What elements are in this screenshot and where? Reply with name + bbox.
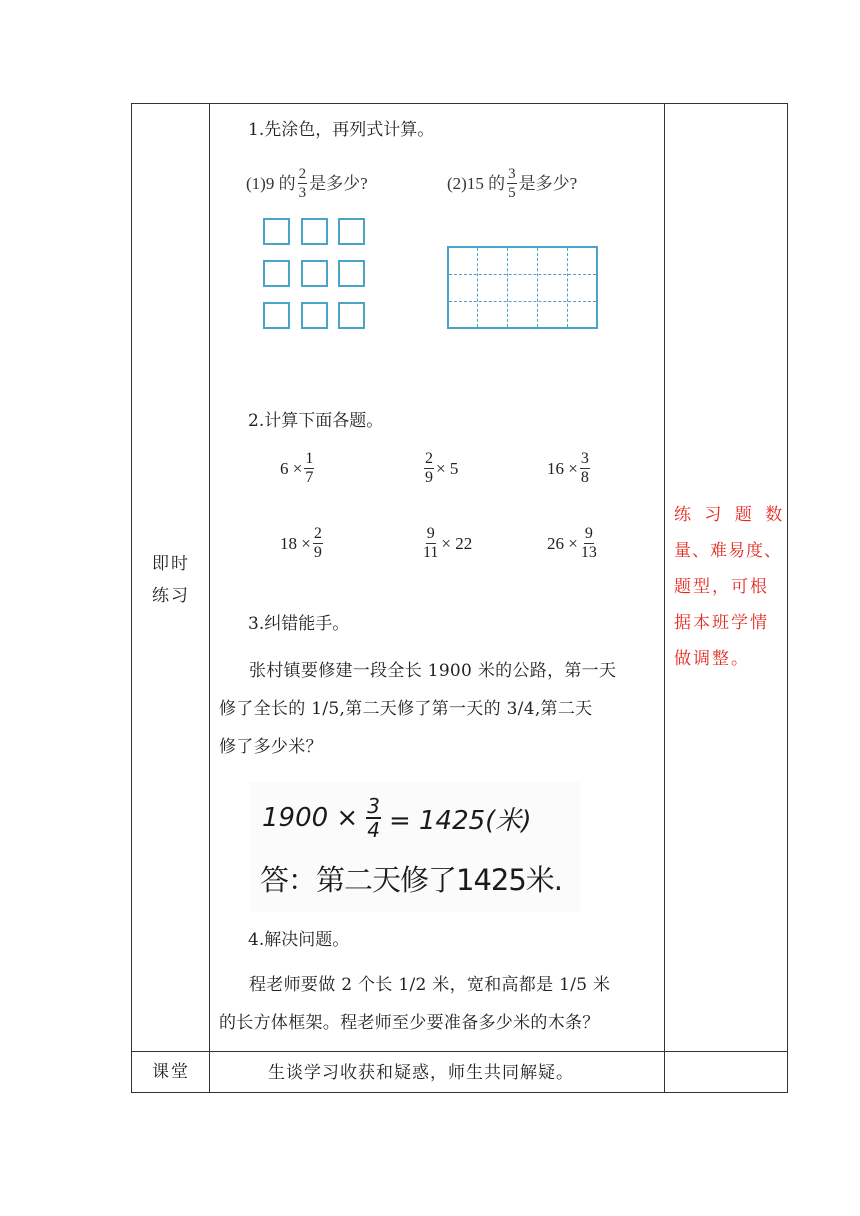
handwritten-calculation: 1900 × $\frac{3}{4}$ = 1425(米) [262,794,532,842]
fraction: $\frac{3}{8}$ [580,450,589,486]
q1-part1-fraction: $\frac{2}{3}$ [298,166,307,201]
table-border-bottom [131,1092,788,1093]
grid-dashed-line [449,274,596,275]
grid-dashed-line [567,248,568,327]
table-border-left [131,103,132,1093]
grid-dashed-line [507,248,508,327]
fraction: $\frac{2}{9}$ [313,525,322,561]
q4-title: 4.解决问题。 [248,930,350,950]
q1-title: 1.先涂色，再列式计算。 [248,120,435,140]
table-divider-2 [664,103,665,1093]
q1-part1: (1)9 的 $\frac{2}{3}$ 是多少? [246,166,368,201]
table-divider-1 [209,103,210,1093]
fraction: $\frac{9}{11}$ [423,525,439,561]
grid-square [263,302,290,329]
grid-square [301,302,328,329]
handwritten-answer-image [250,782,580,912]
q4-problem-text: 程老师要做 2 个长 1/2 米，宽和高都是 1/5 米 的长方体框架。程老师至少要准备多少米的木条？ [219,975,611,1033]
q3-problem-text: 张村镇要修建一段全长 1900 米的公路，第一天 修了全长的 1/5,第二天修了第一天的 3/4,第二天 修了多少米？ [219,661,617,757]
grid-dashed-line [449,301,596,302]
fraction: $\frac{1}{7}$ [305,450,314,486]
calc-item-1: 6 × $\frac{1}{7}$ [280,450,314,486]
class-summary-text: 生谈学习收获和疑惑，师生共同解疑。 [268,1063,574,1083]
grid-square [263,218,290,245]
calc-item-2: $\frac{2}{9}$ × 5 [425,450,459,486]
grid-square [338,302,365,329]
grid-square [263,260,290,287]
teacher-note: 练 习 题 数 量、难易度、 题型，可根 据本班学情 做调整。 [674,505,787,669]
q1-part2: (2)15 的 $\frac{3}{5}$ 是多少? [447,166,578,201]
grid-square [338,260,365,287]
calc-item-3: 16 × $\frac{3}{8}$ [547,450,589,486]
row-label-practice: 即时 练习 [152,554,190,606]
fraction: $\frac{3}{4}$ [367,794,380,842]
fraction: $\frac{9}{13}$ [580,525,597,561]
q2-title: 2.计算下面各题。 [248,411,384,431]
calc-item-5: $\frac{9}{11}$ × 22 [423,525,473,561]
dashed-grid-rectangle [447,246,598,329]
fraction: $\frac{2}{9}$ [425,450,433,486]
row-label-class: 课堂 [152,1062,190,1082]
grid-dashed-line [477,248,478,327]
grid-square [301,218,328,245]
grid-square [338,218,365,245]
handwritten-answer: 答：第二天修了1425米. [260,863,563,897]
calc-item-6: 26 × $\frac{9}{13}$ [547,525,597,561]
table-border-right [787,103,788,1093]
grid-dashed-line [537,248,538,327]
calc-item-4: 18 × $\frac{2}{9}$ [280,525,322,561]
q3-title: 3.纠错能手。 [248,614,350,634]
grid-square [301,260,328,287]
table-row-divider [131,1051,788,1052]
table-border-top [131,103,788,104]
q1-part2-fraction: $\frac{3}{5}$ [508,166,516,201]
